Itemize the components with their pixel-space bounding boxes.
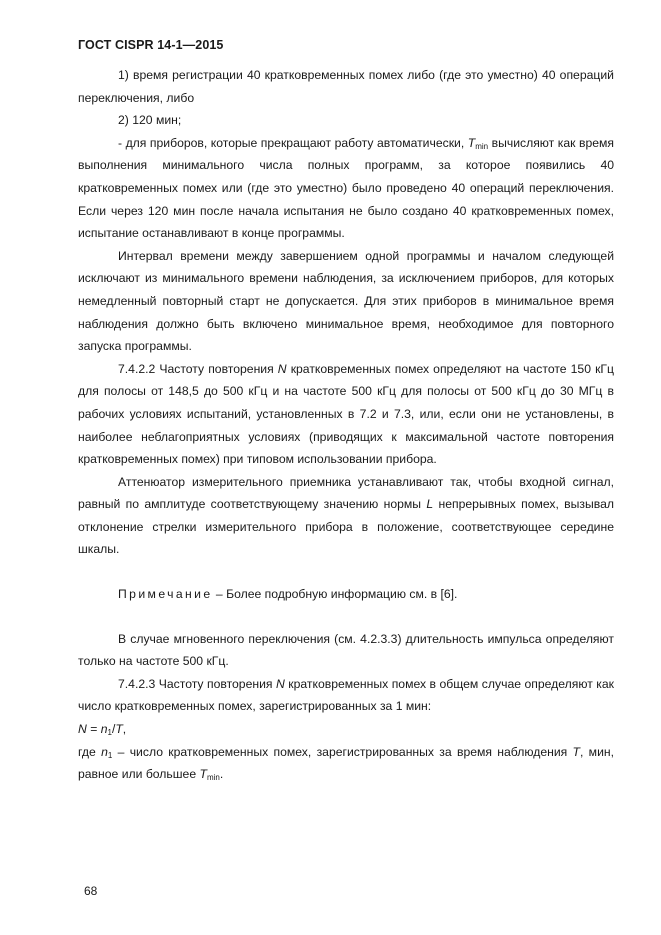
paragraph-interval: Интервал времени между завершением одной программы и началом следующей исключают из минимального времени наблюдения, за исключением приборов, для которых немедленный повторный старт не допускается. Для этих приборов в минимальное время наблюдения должно быть включено минимальное время, необходимое для повторного запуска программы. — [78, 248, 614, 354]
document-header: ГОСТ CISPR 14-1—2015 — [78, 38, 224, 52]
paragraph-where: где $n_1$ – число кратковременных помех, зарегистрированных за время наблюдения T, мин, равное или большее $T_{min}$. — [78, 744, 614, 783]
page-number: 68 — [84, 884, 98, 898]
paragraph-7-4-2-3: 7.4.2.3 Частоту повторения N кратковременных помех в общем случае определяют как число кратковременных помех, зарегистрированных за 1 мин: — [78, 676, 614, 714]
paragraph-120-min: 2) 120 мин; — [118, 113, 182, 128]
paragraph-instant-switch: В случае мгновенного переключения (см. 4.2.3.3) длительность импульса определяют только на частоте 500 кГц. — [78, 631, 614, 669]
formula: $N = n_1/T$, — [78, 722, 127, 738]
note-label: Примечание — [118, 587, 213, 602]
paragraph-registration-time: 1) время регистрации 40 кратковременных помех либо (где это уместно) 40 операций переключения, либо — [78, 68, 614, 105]
paragraph-7-4-2-2: 7.4.2.2 Частоту повторения N кратковременных помех определяют на частоте 150 кГц для полосы от 148,5 до 500 кГц и на частоте 500 кГц для полосы от 500 кГц до 30 МГц в рабочих условиях испытаний, установленных в 7.2 и 7.3, или, если они не установлены, в наиболее неблагоприятных условиях (приводящих к максимальной частоте повторения кратковременных помех) при типовом использовании прибора. — [78, 361, 614, 467]
paragraph-auto-stop: - для приборов, которые прекращают работу автоматически, $T_{min}$ вычисляют как время выполнения минимального числа полных программ, за которое появились 40 кратковременных помех или (где это уместно) было проведено 40 операций переключения. Если через 120 мин после начала испытания не было создано 40 кратковременных помех, испытание останавливают в конце программы. — [78, 135, 614, 241]
note: Примечание – Более подробную информацию см. в [6]. — [118, 587, 458, 602]
document-body — [78, 64, 614, 786]
paragraph-attenuator: Аттенюатор измерительного приемника устанавливают так, чтобы входной сигнал, равный по амплитуде соответствующему значению нормы L непрерывных помех, вызывал отклонение стрелки измерительного прибора в положение, соответствующее середине шкалы. — [78, 474, 614, 557]
